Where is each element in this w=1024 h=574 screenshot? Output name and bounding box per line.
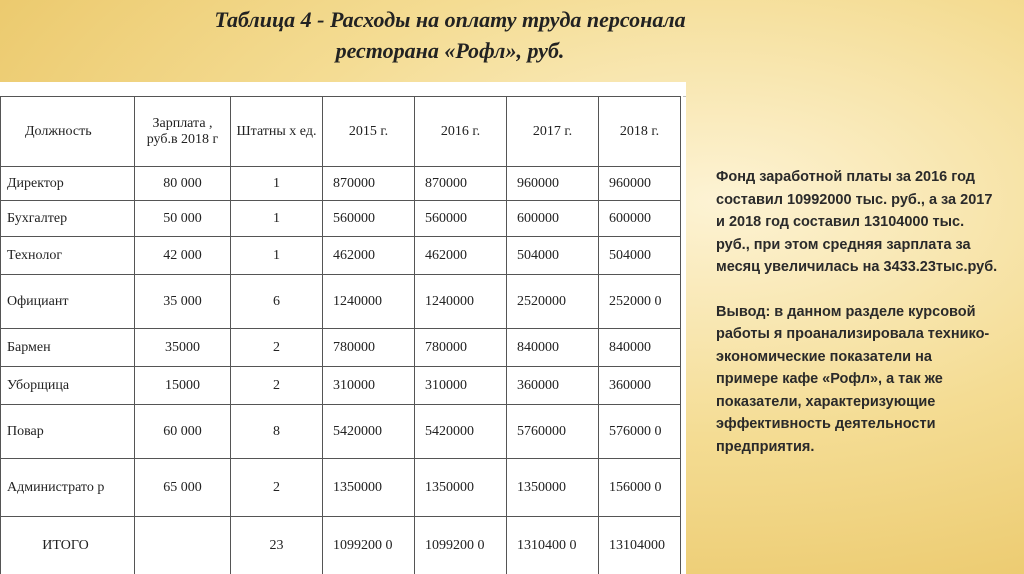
cell-2018: 840000	[599, 329, 681, 367]
payroll-summary-paragraph: Фонд заработной платы за 2016 год составил 10992000 тыс. руб., а за 2017 и 2018 год составил 13104000 тыс. руб., при этом средняя зарплата за месяц увеличилась на 3433.23тыс.руб.	[716, 169, 998, 275]
table-image	[0, 82, 686, 574]
header-salary: Зарплата , руб.в 2018 г	[135, 97, 231, 167]
cell-2018: 156000 0	[599, 459, 681, 517]
cell-salary: 65 000	[135, 459, 231, 517]
title-line-1: Таблица 4 - Расходы на оплату труда персонала	[214, 7, 686, 32]
cell-salary: 15000	[135, 367, 231, 405]
cell-2018: 504000	[599, 237, 681, 275]
header-staff: Штатны х ед.	[231, 97, 323, 167]
cell-position: Бармен	[1, 329, 135, 367]
cell-2016: 1099200 0	[415, 517, 507, 574]
cell-2015: 462000	[323, 237, 415, 275]
cell-2018: 576000 0	[599, 405, 681, 459]
cell-position: Технолог	[1, 237, 135, 275]
cell-2017: 5760000	[507, 405, 599, 459]
cell-staff: 23	[231, 517, 323, 574]
cell-staff: 6	[231, 275, 323, 329]
cell-salary: 80 000	[135, 167, 231, 201]
cell-staff: 8	[231, 405, 323, 459]
header-position: Должность	[1, 97, 135, 167]
cell-salary: 35 000	[135, 275, 231, 329]
cell-2016: 5420000	[415, 405, 507, 459]
cell-2017: 600000	[507, 201, 599, 237]
table-row	[1, 237, 681, 275]
cell-2018: 13104000	[599, 517, 681, 574]
table-row	[1, 275, 681, 329]
cell-staff: 1	[231, 201, 323, 237]
cell-staff: 2	[231, 367, 323, 405]
header-2015: 2015 г.	[323, 97, 415, 167]
cropped-caption-strip	[0, 82, 686, 97]
table-row	[1, 201, 681, 237]
cell-2017: 840000	[507, 329, 599, 367]
cell-staff: 1	[231, 237, 323, 275]
side-text-block	[716, 166, 998, 458]
cell-position: Уборщица	[1, 367, 135, 405]
cell-2017: 1350000	[507, 459, 599, 517]
cell-position: Бухгалтер	[1, 201, 135, 237]
cell-staff: 1	[231, 167, 323, 201]
conclusion-paragraph: Вывод: в данном разделе курсовой работы я проанализировала технико-экономические показатели на примере кафе «Рофл», а так же показатели, характеризующие эффективность деятельности предприятия.	[716, 303, 990, 455]
header-2016: 2016 г.	[415, 97, 507, 167]
table-row	[1, 329, 681, 367]
cell-2016: 870000	[415, 167, 507, 201]
cell-2015: 1099200 0	[323, 517, 415, 574]
cell-2015: 310000	[323, 367, 415, 405]
cell-salary: 50 000	[135, 201, 231, 237]
cell-2016: 780000	[415, 329, 507, 367]
cell-position: Директор	[1, 167, 135, 201]
cell-2015: 1240000	[323, 275, 415, 329]
header-2017: 2017 г.	[507, 97, 599, 167]
cell-salary	[135, 517, 231, 574]
cell-2016: 560000	[415, 201, 507, 237]
cell-staff: 2	[231, 459, 323, 517]
cell-2017: 360000	[507, 367, 599, 405]
cell-2018: 360000	[599, 367, 681, 405]
cell-salary: 60 000	[135, 405, 231, 459]
cell-2015: 870000	[323, 167, 415, 201]
cell-2016: 310000	[415, 367, 507, 405]
cell-staff: 2	[231, 329, 323, 367]
header-2018: 2018 г.	[599, 97, 681, 167]
cell-2016: 1240000	[415, 275, 507, 329]
cell-total-label: ИТОГО	[1, 517, 135, 574]
cell-2016: 1350000	[415, 459, 507, 517]
slide-title	[150, 4, 750, 66]
cell-2018: 252000 0	[599, 275, 681, 329]
cell-2015: 5420000	[323, 405, 415, 459]
payroll-table	[0, 96, 681, 574]
table-row	[1, 459, 681, 517]
title-line-2: ресторана «Рофл», руб.	[335, 38, 565, 63]
cell-2017: 1310400 0	[507, 517, 599, 574]
cell-2015: 780000	[323, 329, 415, 367]
cell-2017: 504000	[507, 237, 599, 275]
cell-salary: 35000	[135, 329, 231, 367]
cell-2015: 1350000	[323, 459, 415, 517]
table-row	[1, 167, 681, 201]
cell-position: Администрато р	[1, 459, 135, 517]
cell-2015: 560000	[323, 201, 415, 237]
table-header-row	[1, 97, 681, 167]
table-total-row	[1, 517, 681, 574]
table-row	[1, 405, 681, 459]
cell-2018: 600000	[599, 201, 681, 237]
cell-2017: 960000	[507, 167, 599, 201]
table-row	[1, 367, 681, 405]
cell-position: Повар	[1, 405, 135, 459]
cell-position: Официант	[1, 275, 135, 329]
cell-2018: 960000	[599, 167, 681, 201]
cell-2017: 2520000	[507, 275, 599, 329]
cell-salary: 42 000	[135, 237, 231, 275]
cell-2016: 462000	[415, 237, 507, 275]
